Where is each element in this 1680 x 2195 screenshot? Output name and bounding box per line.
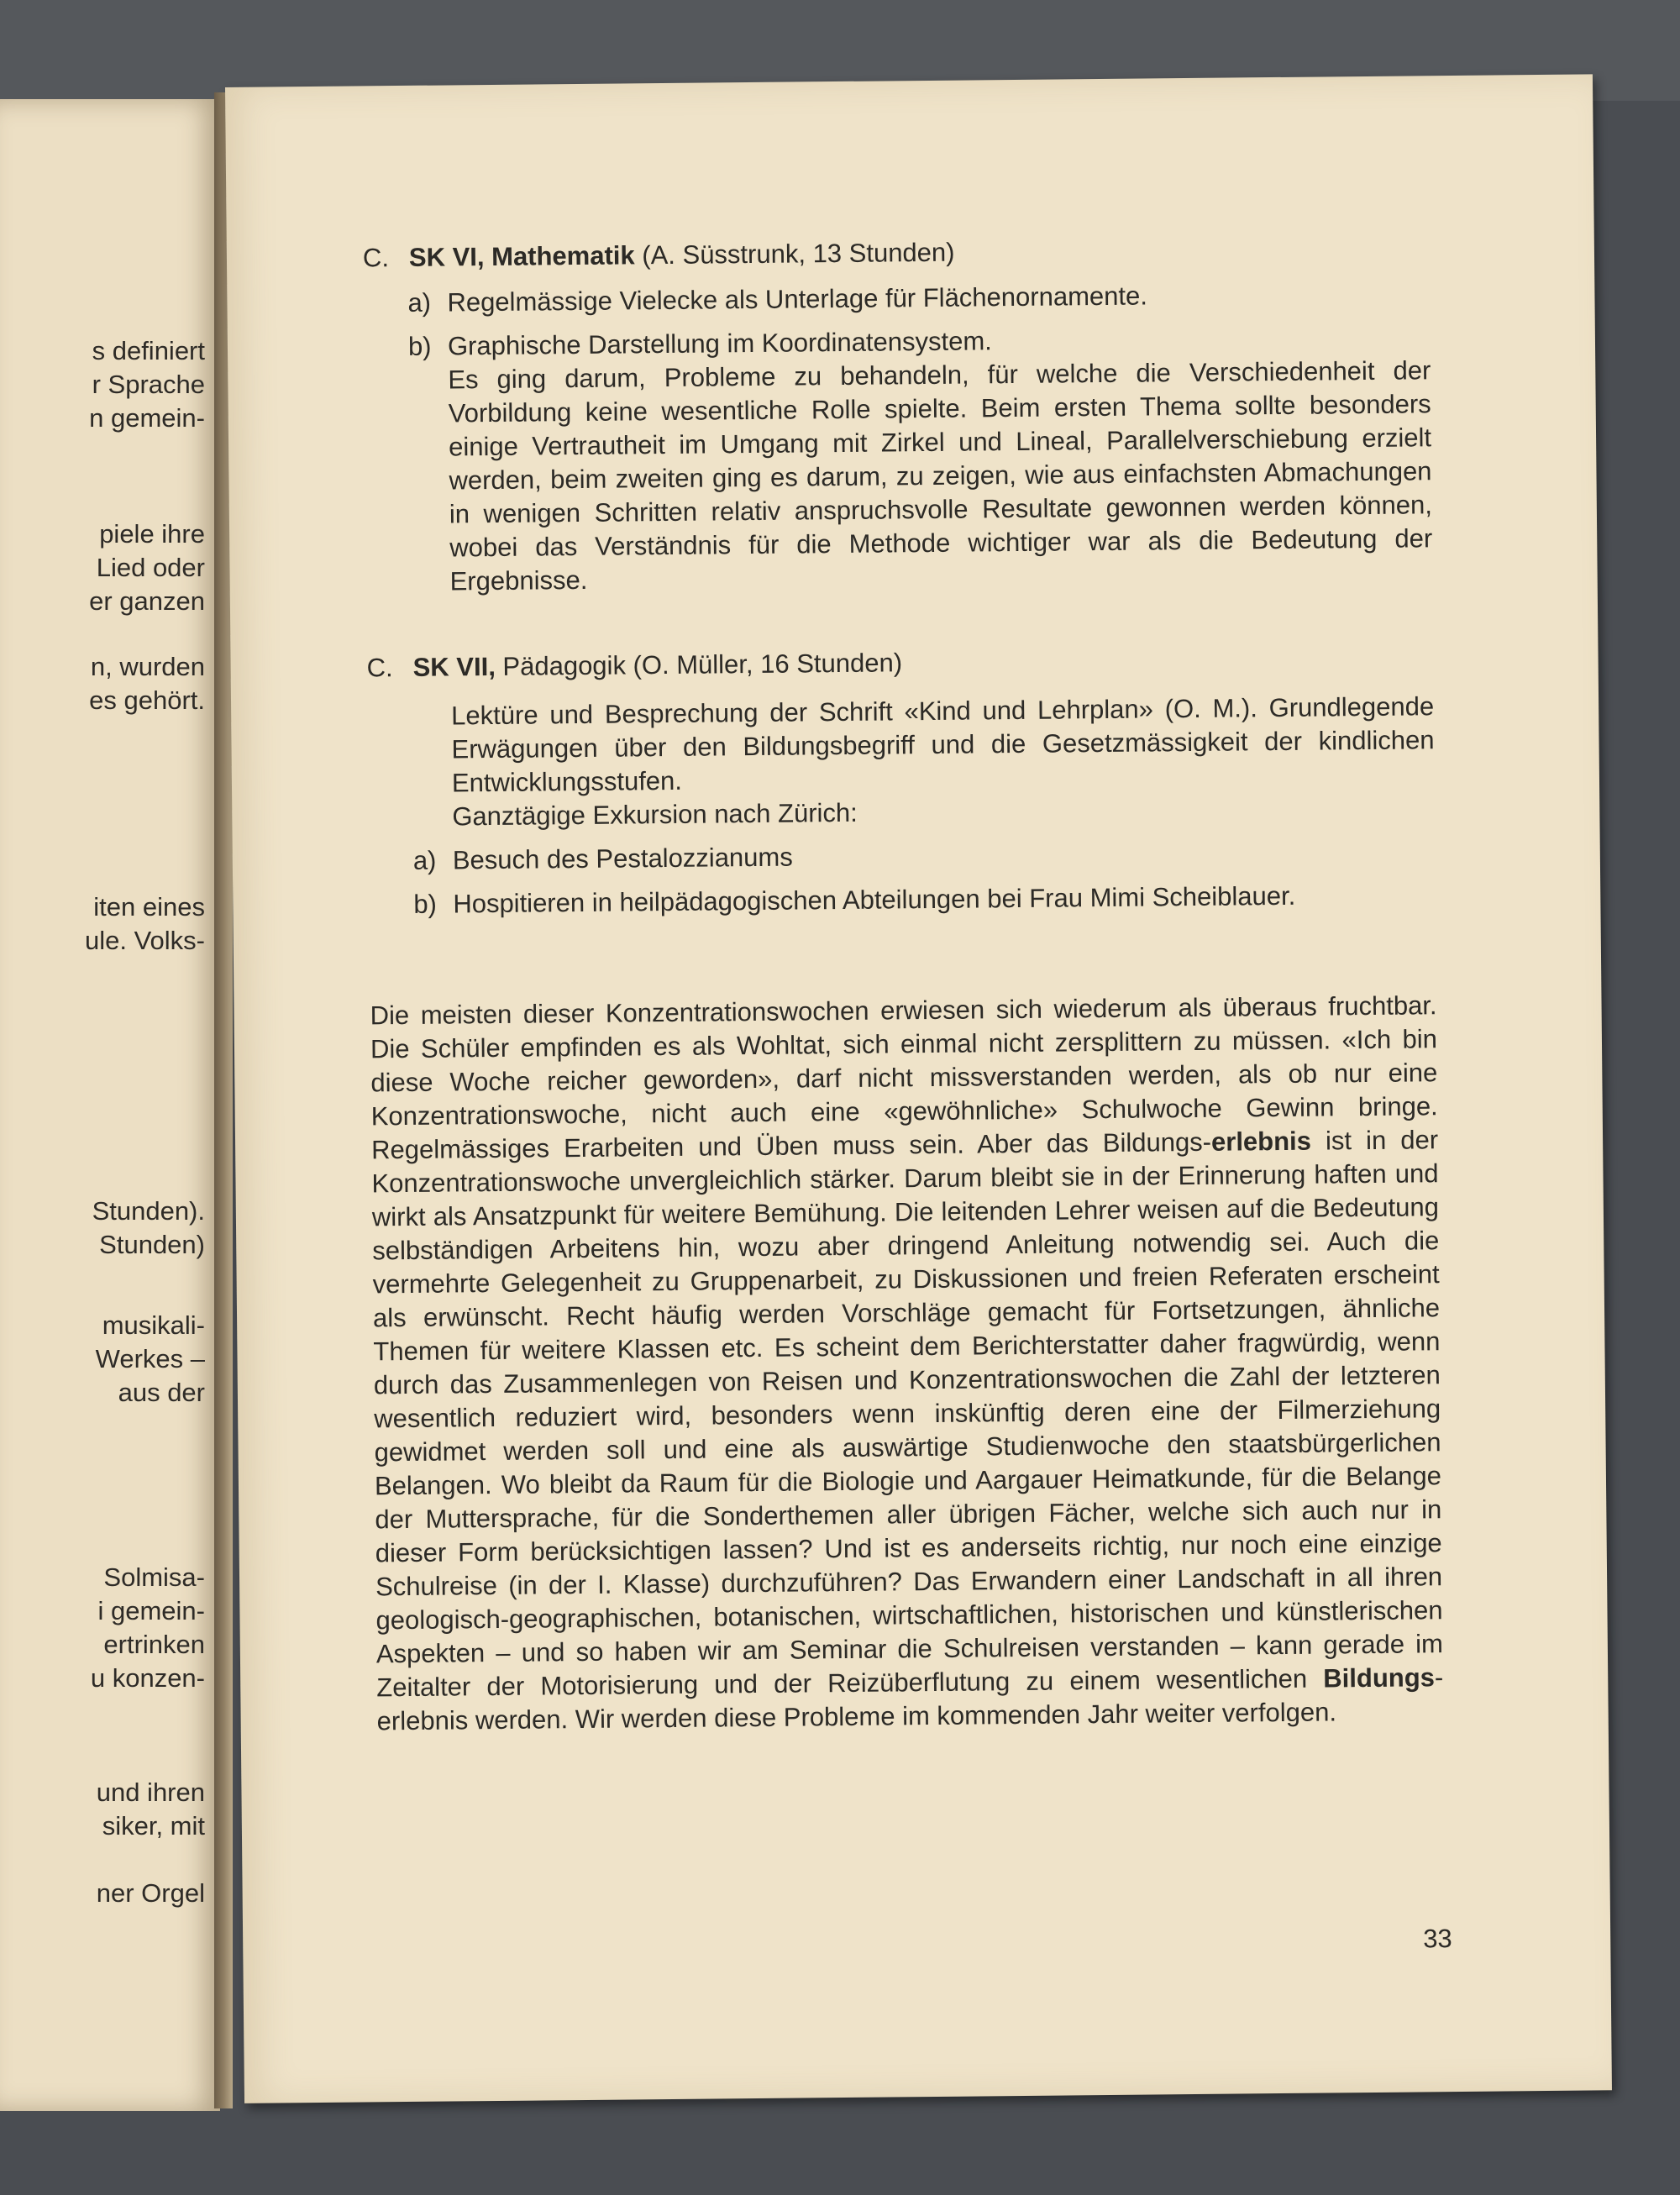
facing-page-line: piele ihre	[99, 519, 205, 549]
section-letter: C.	[366, 653, 393, 683]
excursion-line: Ganztägige Exkursion nach Zürich:	[452, 797, 858, 832]
closing-text: ist in der Konzentrationswoche unvergleichlich stärker. Darum bleibt sie in der Erinnerung haften und wirkt als Ansatzpunkt für weitere Bemühung. Die leitenden Lehrer weisen auf die Bedeutung selbständigen Arbeitens hin, wozu aber dringend Anleitung notwendig sei. Auch die vermehrte Gelegenheit zu Gruppenarbeit, zu Diskussionen und freien Referaten erscheint als erwünscht. Recht häufig werden Vorschläge gemacht für Fortsetzungen, ähnliche Themen für weitere Klassen etc. Es scheint dem Berichterstatter daher fragwürdig, wenn durch das Zusammenlegen von Reisen und Konzentrationswochen die Zahl der letzteren wesentlich reduziert wird, besonders wenn inskünftig deren eine der Filmerziehung gewidmet werden soll und eine als auswärtige Studienwoche den staatsbürgerlichen Belangen. Wo bleibt da Raum für die Biologie und Aargauer Heimatkunde, für die Belange der Muttersprache, für die Sonderthemen aller übrigen Fächer, welche sich auch nur in dieser Form berücksichtigen lassen? Und ist es anderseits richtig, nur noch eine einzige Schulreise (in der I. Klasse) durchzuführen? Das Erwandern einer Landschaft in all ihren geologisch-geographischen, botanischen, wirtschaftlichen, historischen und künstlerischen Aspekten – und so haben wir am Seminar die Schulreisen verstanden – kann gerade im Zeitalter der Motorisierung und der Reizüberflutung zu einem wesentlichen	[371, 1125, 1444, 1703]
page-content	[363, 231, 1444, 1738]
list-marker: a)	[412, 845, 437, 875]
list-item-text: Regelmässige Vielecke als Unterlage für Flächenornamente.	[447, 281, 1148, 318]
closing-text: -erlebnis werden. Wir werden diese Probleme im kommenden Jahr weiter verfolgen.	[376, 1662, 1444, 1736]
closing-text: Die meisten dieser Konzentrationswochen erwiesen sich wiederum als überaus fruchtbar. Die Schüler empfinden es als Wohltat, sich einmal nicht zersplittern zu müssen. «Ich bin diese Woche reicher geworden», darf nicht missverstanden werden, als ob nur eine Konzentrationswoche, nicht auch eine «gewöhnliche» Schulwoche Gewinn bringe. Regelmässiges Erarbeiten und Üben muss sein. Aber das Bildungs-	[370, 990, 1438, 1165]
facing-page-line: Stunden).	[92, 1196, 205, 1226]
list-item	[363, 276, 1430, 320]
facing-page-line: Solmisa-	[103, 1562, 205, 1592]
facing-page-line: musikali-	[102, 1310, 205, 1340]
list-marker: b)	[407, 331, 432, 361]
closing-emphasis: Bildungs	[1323, 1662, 1436, 1694]
section-title: SK VII,	[412, 651, 496, 682]
facing-page-line: ner Orgel	[96, 1878, 205, 1908]
facing-page-line: n gemein-	[89, 403, 205, 433]
facing-page-line: und ihren	[96, 1778, 205, 1807]
section-paragraph: Es ging darum, Probleme zu behandeln, für welche die Verschiedenheit der Vorbildung keine wesentliche Rolle spielte. Beim ersten Thema sollte besonders einige Vertrautheit im Umgang mit Zirkel und Lineal, Parallelverschiebung erzielt werden, beim zweiten ging es darum, zu zeigen, wie aus einfachsten Abmachungen in wenigen Schritten relativ anspruchsvolle Resultate gewonnen werden können, wobei das Verständnis für die Methode wichtiger war als die Bedeutung der Ergebnisse.	[448, 355, 1433, 596]
list-marker: a)	[407, 287, 432, 318]
facing-page-line: er ganzen	[89, 586, 205, 616]
page-number: 33	[1423, 1924, 1452, 1954]
section-title: SK VI, Mathematik	[408, 240, 635, 272]
facing-page-line: i gemein-	[97, 1596, 205, 1625]
closing-emphasis: erlebnis	[1210, 1126, 1312, 1157]
section-meta: Pädagogik (O. Müller, 16 Stunden)	[502, 648, 903, 681]
list-item-text: Besuch des Pestalozzianums	[452, 842, 793, 875]
facing-page-line: iten eines	[93, 892, 205, 922]
list-item	[369, 834, 1436, 878]
section-meta: (A. Süsstrunk, 13 Stunden)	[642, 237, 955, 270]
facing-page-line: ule. Volks-	[84, 926, 205, 955]
facing-page-line: aus der	[118, 1378, 205, 1407]
facing-page-line: siker, mit	[102, 1811, 205, 1841]
list-item	[369, 878, 1436, 922]
facing-page	[0, 99, 220, 2111]
facing-page-line: Stunden)	[99, 1230, 205, 1259]
facing-page-line: Werkes –	[95, 1344, 205, 1373]
list-marker: b)	[413, 889, 438, 919]
list-item-text: Graphische Darstellung im Koordinatensystem.	[447, 326, 992, 361]
facing-page-line: n, wurden	[90, 652, 205, 681]
facing-page-line: Lied oder	[96, 553, 205, 582]
facing-page-line: ertrinken	[103, 1630, 205, 1659]
section-letter: C.	[362, 243, 390, 273]
facing-page-line: s definiert	[92, 336, 205, 365]
section-heading-mathematik	[363, 231, 1430, 275]
list-item-text: Hospitieren in heilpädagogischen Abteilungen bei Frau Mimi Scheiblauer.	[453, 880, 1296, 919]
facing-page-line: es gehört.	[89, 685, 205, 715]
book-page	[225, 74, 1612, 2103]
facing-page-line: r Sprache	[92, 370, 205, 399]
section-paragraph: Lektüre und Besprechung der Schrift «Kind und Lehrplan» (O. M.). Grundlegende Erwägungen über den Bildungsbegriff und die Gesetzmässigkeit der kindlichen Entwicklungsstufen.	[451, 691, 1435, 798]
facing-page-line: u konzen-	[90, 1663, 205, 1693]
closing-paragraph	[370, 989, 1443, 1738]
